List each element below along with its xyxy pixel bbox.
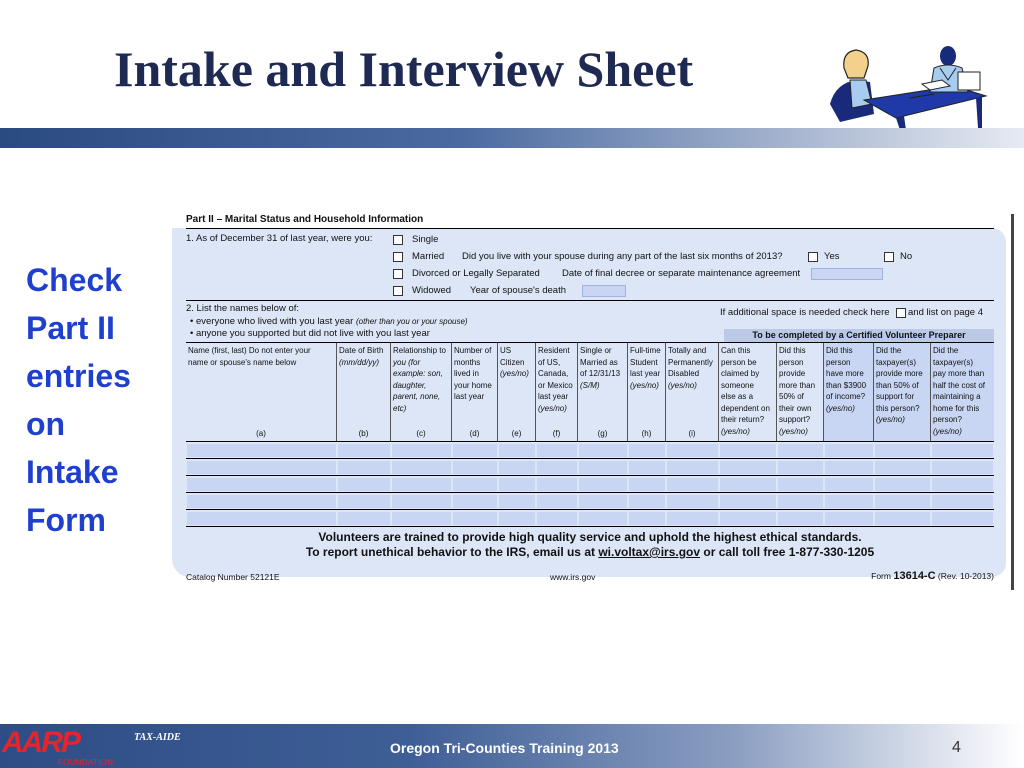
column-header-line: US xyxy=(500,346,512,355)
column-header-line: Citizen xyxy=(500,357,525,367)
column-header-line: provide more xyxy=(876,369,923,378)
column-header-line: Married as xyxy=(580,357,618,367)
yes-label: Yes xyxy=(824,251,840,262)
column-header xyxy=(391,343,452,441)
no-label: No xyxy=(900,251,913,262)
column-header-line: Date of Birth xyxy=(339,346,384,355)
dependents-table-header xyxy=(186,343,994,441)
table-cell[interactable] xyxy=(720,512,776,525)
column-letter: (d) xyxy=(469,428,480,438)
widowed-checkbox[interactable] xyxy=(393,286,403,296)
table-cell[interactable] xyxy=(629,512,665,525)
column-header-line: than $3900 xyxy=(826,380,867,390)
column-header-line: months xyxy=(454,357,481,367)
column-header-line: name or spouse's name below xyxy=(188,357,297,367)
column-header-line: person xyxy=(826,357,851,367)
column-header-line: have more xyxy=(826,369,864,378)
column-header-line: than 50% of xyxy=(876,380,919,390)
column-header-line: Number of xyxy=(454,346,492,355)
table-cell[interactable] xyxy=(187,478,336,491)
column-header xyxy=(874,343,931,441)
ethics-line-1: Volunteers are trained to provide high quality service and uphold the highest ethical standards. xyxy=(318,530,862,544)
column-header-line: Name (first, last) Do not enter your xyxy=(188,346,311,355)
column-header-line: support for xyxy=(876,392,915,401)
table-cell[interactable] xyxy=(338,461,390,474)
column-header xyxy=(536,343,578,441)
table-cell[interactable] xyxy=(629,478,665,491)
column-header-line: Can this xyxy=(721,346,751,355)
column-header-line: Totally and xyxy=(668,346,707,355)
column-letter: (c) xyxy=(416,428,426,438)
column-header-line: person be xyxy=(721,357,757,367)
program-label: TAX-AIDE xyxy=(134,732,181,743)
column-header-line: Student xyxy=(630,357,658,367)
table-cell[interactable] xyxy=(778,461,823,474)
table-cell[interactable] xyxy=(499,461,535,474)
right-divider xyxy=(1011,214,1014,590)
column-header-line: example: son, xyxy=(393,369,443,378)
column-header-line: (yes/no) xyxy=(630,380,659,390)
table-cell[interactable] xyxy=(338,444,390,457)
divorced-checkbox[interactable] xyxy=(393,269,403,279)
column-header-line: parent, none, xyxy=(393,392,441,401)
column-header-line: of 12/31/13 xyxy=(580,369,621,378)
column-header-line: taxpayer(s) xyxy=(876,357,917,367)
table-cell[interactable] xyxy=(778,478,823,491)
column-header-line: of income? xyxy=(826,392,866,401)
divorce-date-label: Date of final decree or separate maintenance agreement xyxy=(562,268,801,279)
table-cell[interactable] xyxy=(932,478,993,491)
table-cell[interactable] xyxy=(453,461,497,474)
column-header-line: Did the xyxy=(933,346,959,355)
table-cell[interactable] xyxy=(338,478,390,491)
form-label: Form xyxy=(871,571,891,581)
additional-space-note: If additional space is needed check here xyxy=(720,307,890,318)
slide-title: Intake and Interview Sheet xyxy=(114,41,694,97)
table-cell[interactable] xyxy=(667,495,718,508)
table-cell[interactable] xyxy=(629,495,665,508)
title-band xyxy=(0,128,1024,148)
column-header xyxy=(498,343,536,441)
column-header-line: Canada, xyxy=(538,369,569,378)
table-cell[interactable] xyxy=(187,495,336,508)
side-instruction xyxy=(26,256,156,544)
single-checkbox[interactable] xyxy=(393,235,403,245)
column-header-line: half the cost of xyxy=(933,380,986,390)
column-header-line: (S/M) xyxy=(580,380,600,390)
table-cell[interactable] xyxy=(579,512,627,525)
aarp-logo xyxy=(2,728,134,768)
table-cell[interactable] xyxy=(875,495,930,508)
table-cell[interactable] xyxy=(720,478,776,491)
table-cell[interactable] xyxy=(667,444,718,457)
column-header-line: claimed by xyxy=(721,369,760,378)
part-title: Part II – Marital Status and Household Information xyxy=(186,214,424,225)
table-cell[interactable] xyxy=(667,461,718,474)
footer-title: Oregon Tri-Counties Training 2013 xyxy=(390,740,619,756)
status-single-label: Single xyxy=(412,234,439,245)
intake-form-excerpt xyxy=(172,212,1010,590)
table-cell[interactable] xyxy=(338,512,390,525)
column-header-line: home for this xyxy=(933,403,980,413)
table-cell[interactable] xyxy=(667,478,718,491)
form-revision: (Rev. 10-2013) xyxy=(937,571,994,581)
column-header-line: support? xyxy=(779,415,811,424)
table-cell[interactable] xyxy=(778,495,823,508)
table-row xyxy=(186,458,994,475)
q2-bullet-1 xyxy=(190,316,468,327)
table-cell[interactable] xyxy=(537,512,577,525)
table-cell[interactable] xyxy=(932,495,993,508)
table-cell[interactable] xyxy=(187,461,336,474)
divider xyxy=(186,526,994,527)
column-header-line: 50% of xyxy=(779,392,804,401)
table-cell[interactable] xyxy=(932,461,993,474)
table-cell[interactable] xyxy=(720,461,776,474)
column-header xyxy=(719,343,777,441)
column-header-line: (yes/no) xyxy=(826,403,855,413)
q1-label: 1. As of December 31 of last year, were you: xyxy=(186,233,373,244)
column-header-line: Resident xyxy=(538,346,570,355)
column-header-line: last year xyxy=(538,392,569,401)
table-row xyxy=(186,441,994,458)
column-header-line: person? xyxy=(933,415,962,424)
column-header-line: lived in xyxy=(454,369,479,378)
column-header-line: this person? xyxy=(876,403,920,413)
column-header-line: Relationship to xyxy=(393,346,446,355)
column-header-line: (yes/no) xyxy=(500,369,529,378)
column-letter: (b) xyxy=(358,428,369,438)
side-line: Check xyxy=(26,262,123,298)
column-letter: (h) xyxy=(641,428,652,438)
table-cell[interactable] xyxy=(453,512,497,525)
ethics-line-2-pre: To report unethical behavior to the IRS, email us at xyxy=(305,545,599,559)
column-header-line: person xyxy=(779,357,804,367)
table-row xyxy=(186,509,994,526)
table-cell[interactable] xyxy=(392,478,451,491)
status-married-label: Married xyxy=(412,251,445,262)
side-line: entries xyxy=(26,358,131,394)
additional-space-tail: and list on page 4 xyxy=(908,307,984,318)
column-header-line: or Mexico xyxy=(538,380,573,390)
form-footer xyxy=(186,572,994,586)
table-cell[interactable] xyxy=(932,512,993,525)
status-divorced-label: Divorced or Legally Separated xyxy=(412,268,540,279)
column-header-line: of US, xyxy=(538,357,561,367)
column-header-line: daughter, xyxy=(393,380,427,390)
table-cell[interactable] xyxy=(392,495,451,508)
column-header xyxy=(824,343,874,441)
spouse-death-field[interactable] xyxy=(582,285,626,297)
column-header xyxy=(452,343,498,441)
side-line: on xyxy=(26,406,66,442)
column-header-line: Disabled xyxy=(668,369,700,378)
no-checkbox[interactable] xyxy=(884,252,894,262)
table-cell[interactable] xyxy=(453,444,497,457)
column-header-line: Permanently xyxy=(668,357,713,367)
table-cell[interactable] xyxy=(499,512,535,525)
table-cell[interactable] xyxy=(875,444,930,457)
table-cell[interactable] xyxy=(392,461,451,474)
column-header xyxy=(578,343,628,441)
table-cell[interactable] xyxy=(875,512,930,525)
column-letter: (f) xyxy=(552,428,561,438)
column-letter: (g) xyxy=(597,428,608,438)
table-cell[interactable] xyxy=(453,495,497,508)
column-header-line: (mm/dd/yy) xyxy=(339,357,379,367)
column-header xyxy=(186,343,337,441)
column-header-line: (yes/no) xyxy=(779,426,808,436)
column-header-line: Full-time xyxy=(630,346,661,355)
table-cell[interactable] xyxy=(667,512,718,525)
ethics-statement xyxy=(186,530,994,560)
table-cell[interactable] xyxy=(392,512,451,525)
table-cell[interactable] xyxy=(778,512,823,525)
table-cell[interactable] xyxy=(537,478,577,491)
interview-clipart-icon xyxy=(826,42,990,132)
aarp-logo-text: AARP xyxy=(2,726,80,759)
ethics-email-link[interactable]: wi.voltax@irs.gov xyxy=(598,545,701,559)
column-header xyxy=(777,343,824,441)
yes-checkbox[interactable] xyxy=(808,252,818,262)
side-line: Part II xyxy=(26,310,115,346)
side-line: Intake xyxy=(26,454,119,490)
column-header xyxy=(628,343,666,441)
table-cell[interactable] xyxy=(453,478,497,491)
column-header-line: (yes/no) xyxy=(876,415,905,424)
column-header-line: last year xyxy=(630,369,661,378)
ethics-line-2-post: or call toll free 1-877-330-1205 xyxy=(700,545,875,559)
column-header-line: their own xyxy=(779,403,812,413)
table-cell[interactable] xyxy=(537,461,577,474)
table-cell[interactable] xyxy=(778,444,823,457)
table-row xyxy=(186,475,994,492)
column-header-line: (yes/no) xyxy=(933,426,962,436)
column-letter: (a) xyxy=(256,428,266,438)
married-checkbox[interactable] xyxy=(393,252,403,262)
table-cell[interactable] xyxy=(499,444,535,457)
column-header-line: last year xyxy=(454,392,485,401)
column-header-line: etc) xyxy=(393,403,407,413)
table-cell[interactable] xyxy=(875,478,930,491)
table-cell[interactable] xyxy=(825,512,873,525)
column-header-line: someone xyxy=(721,380,754,390)
website: www.irs.gov xyxy=(550,572,596,582)
table-cell[interactable] xyxy=(392,444,451,457)
q2-bullet-1-note: (other than you or your spouse) xyxy=(355,317,468,326)
column-header-line: Single or xyxy=(580,346,612,355)
table-cell[interactable] xyxy=(499,495,535,508)
table-cell[interactable] xyxy=(932,444,993,457)
column-header-line: (yes/no) xyxy=(668,380,697,390)
column-letter: (e) xyxy=(511,428,522,438)
divider xyxy=(186,228,994,229)
table-cell[interactable] xyxy=(579,495,627,508)
divorce-date-field[interactable] xyxy=(811,268,883,280)
ethics-line-2 xyxy=(186,545,994,560)
table-cell[interactable] xyxy=(875,461,930,474)
table-cell[interactable] xyxy=(338,495,390,508)
column-header-line: you (for xyxy=(393,357,421,367)
preparer-header: To be completed by a Certified Volunteer Preparer xyxy=(724,329,994,342)
column-header-line: (yes/no) xyxy=(538,403,567,413)
form-id xyxy=(871,570,994,582)
additional-space-checkbox[interactable] xyxy=(896,308,906,318)
spouse-death-label: Year of spouse's death xyxy=(470,285,567,296)
spouse-question: Did you live with your spouse during any part of the last six months of 2013? xyxy=(462,251,783,262)
column-header-line: pay more than xyxy=(933,369,985,378)
table-cell[interactable] xyxy=(579,478,627,491)
table-cell[interactable] xyxy=(579,444,627,457)
column-header-line: provide xyxy=(779,369,806,378)
table-cell[interactable] xyxy=(499,478,535,491)
table-cell[interactable] xyxy=(187,444,336,457)
q2-bullet-2: • anyone you supported but did not live with you last year xyxy=(190,328,430,339)
column-header-line: more than xyxy=(779,380,816,390)
table-cell[interactable] xyxy=(629,461,665,474)
status-widowed-label: Widowed xyxy=(412,285,452,296)
divider xyxy=(186,300,994,301)
q2-label: 2. List the names below of: xyxy=(186,303,300,314)
q2-bullet-1-text: • everyone who lived with you last year xyxy=(190,316,354,327)
column-header-line: Did this xyxy=(779,346,806,355)
table-row xyxy=(186,492,994,509)
table-cell[interactable] xyxy=(537,495,577,508)
column-header-line: else as a xyxy=(721,392,754,401)
table-cell[interactable] xyxy=(579,461,627,474)
page-number: 4 xyxy=(952,739,961,756)
form-number: 13614-C xyxy=(893,570,936,582)
column-header-line: Did this xyxy=(826,346,853,355)
column-letter: (i) xyxy=(688,428,696,438)
table-cell[interactable] xyxy=(720,444,776,457)
table-cell[interactable] xyxy=(720,495,776,508)
table-cell[interactable] xyxy=(537,444,577,457)
column-header xyxy=(337,343,391,441)
column-header-line: dependent on xyxy=(721,403,770,413)
column-header xyxy=(666,343,719,441)
aarp-logo-subtext: FOUNDATION xyxy=(58,758,114,767)
column-header-line: Did the xyxy=(876,346,902,355)
column-header-line: (yes/no) xyxy=(721,426,750,436)
column-header xyxy=(931,343,994,441)
column-header-line: maintaining a xyxy=(933,392,981,401)
side-line: Form xyxy=(26,502,106,538)
catalog-number: Catalog Number 52121E xyxy=(186,572,280,582)
table-cell[interactable] xyxy=(187,512,336,525)
column-header-line: your home xyxy=(454,380,492,390)
table-cell[interactable] xyxy=(825,478,873,491)
table-cell[interactable] xyxy=(629,444,665,457)
table-cell[interactable] xyxy=(825,495,873,508)
column-header-line: their return? xyxy=(721,415,765,424)
table-cell[interactable] xyxy=(825,444,873,457)
column-header-line: taxpayer(s) xyxy=(933,357,974,367)
table-cell[interactable] xyxy=(825,461,873,474)
